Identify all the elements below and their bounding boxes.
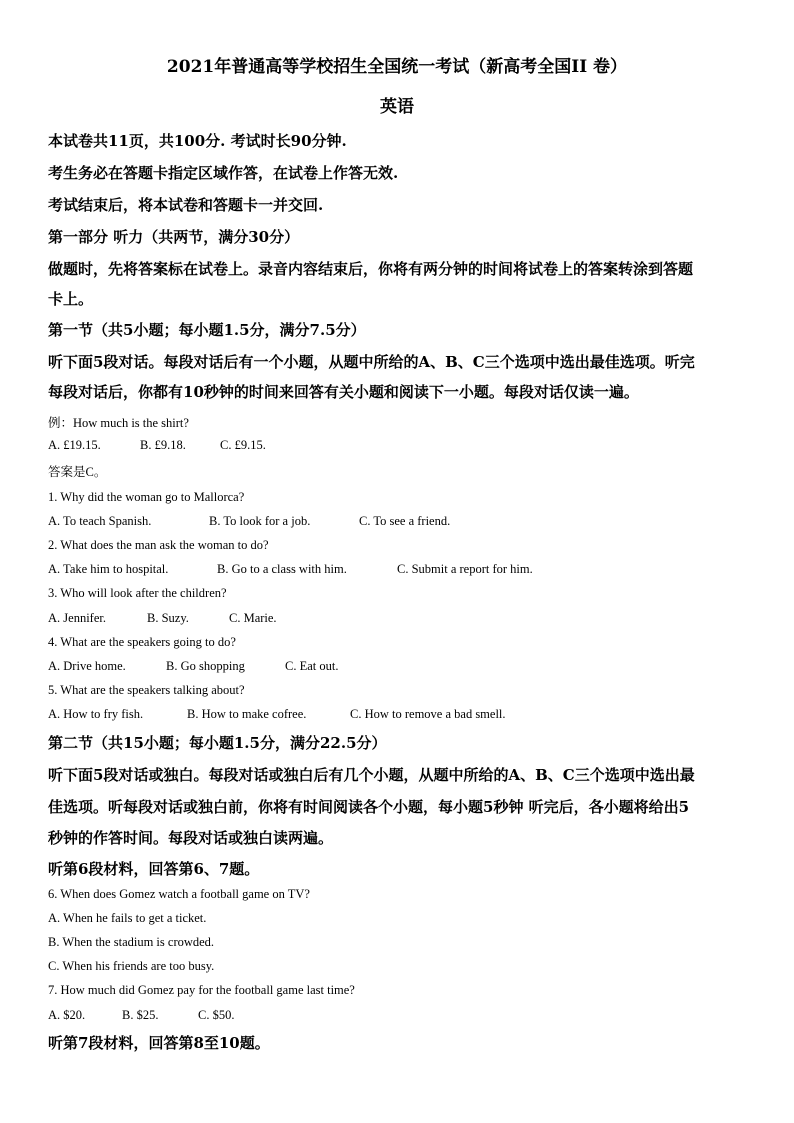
question-1: 1. Why did the woman go to Mallorca?: [48, 490, 245, 504]
q6-option-a: A. When he fails to get a ticket.: [48, 911, 207, 925]
q3-option-c: C. Marie.: [229, 611, 277, 625]
q6-option-b: B. When the stadium is crowded.: [48, 935, 215, 949]
q5-option-b: B. How to make cofree.: [187, 707, 307, 721]
question-2: 2. What does the man ask the woman to do?: [48, 538, 269, 552]
q1-option-c: C. To see a friend.: [359, 514, 451, 528]
example-option-a: A. £19.15.: [48, 438, 101, 452]
section2-heading: 第二节（共15小题；每小题1.5分，满分22.5分）: [48, 734, 387, 752]
question-7: 7. How much did Gomez pay for the football game last time?: [48, 983, 355, 997]
question-1-options: [48, 514, 748, 532]
question-2-options: [48, 562, 748, 580]
subject-title: 英语: [380, 97, 414, 117]
part1-intro-line2: 卡上。: [48, 290, 94, 308]
section1-intro-line1: 听下面5段对话。每段对话后有一个小题，从题中所给的A、B、C三个选项中选出最佳选项。听完: [48, 353, 695, 371]
instruction-1: 本试卷共11页，共100分. 考试时长90分钟.: [48, 132, 347, 150]
q2-option-c: C. Submit a report for him.: [397, 562, 533, 576]
q7-option-c: C. $50.: [198, 1008, 235, 1022]
example-options: [48, 438, 748, 456]
q5-option-a: A. How to fry fish.: [48, 707, 144, 721]
question-5-options: [48, 707, 748, 725]
instruction-3: 考试结束后，将本试卷和答题卡一并交回.: [48, 196, 324, 214]
question-4-options: [48, 659, 748, 677]
q3-option-a: A. Jennifer.: [48, 611, 106, 625]
example-question: 例：How much is the shirt?: [48, 416, 189, 430]
exam-title: 2021年普通高等学校招生全国统一考试（新高考全国II 卷）: [166, 57, 628, 77]
q3-option-b: B. Suzy.: [147, 611, 189, 625]
q2-option-a: A. Take him to hospital.: [48, 562, 169, 576]
question-5: 5. What are the speakers talking about?: [48, 683, 245, 697]
question-3: 3. Who will look after the children?: [48, 586, 227, 600]
example-answer: 答案是C。: [48, 465, 107, 479]
material-7-heading: 听第7段材料，回答第8至10题。: [48, 1034, 270, 1052]
part1-intro-line1: 做题时，先将答案标在试卷上。录音内容结束后，你将有两分钟的时间将试卷上的答案转涂到答题: [48, 260, 694, 278]
section1-intro-line2: 每段对话后，你都有10秒钟的时间来回答有关小题和阅读下一小题。每段对话仅读一遍。: [48, 383, 639, 401]
q4-option-b: B. Go shopping: [166, 659, 245, 673]
section1-heading: 第一节（共5小题；每小题1.5分，满分7.5分）: [48, 321, 366, 339]
q1-option-b: B. To look for a job.: [209, 514, 311, 528]
q1-option-a: A. To teach Spanish.: [48, 514, 152, 528]
q6-option-c: C. When his friends are too busy.: [48, 959, 215, 973]
part1-heading: 第一部分 听力（共两节，满分30分）: [48, 228, 300, 246]
q7-option-a: A. $20.: [48, 1008, 86, 1022]
instruction-2: 考生务必在答题卡指定区域作答，在试卷上作答无效.: [48, 164, 399, 182]
example-option-b: B. £9.18.: [140, 438, 186, 452]
section2-intro-line3: 秒钟的作答时间。每段对话或独白读两遍。: [48, 829, 334, 847]
material-6-heading: 听第6段材料，回答第6、7题。: [48, 860, 260, 878]
q4-option-c: C. Eat out.: [285, 659, 339, 673]
question-6: 6. When does Gomez watch a football game on TV?: [48, 887, 310, 901]
example-option-c: C. £9.15.: [220, 438, 266, 452]
question-3-options: [48, 611, 748, 629]
q2-option-b: B. Go to a class with him.: [217, 562, 347, 576]
q4-option-a: A. Drive home.: [48, 659, 126, 673]
question-4: 4. What are the speakers going to do?: [48, 635, 236, 649]
section2-intro-line2: 佳选项。听每段对话或独白前，你将有时间阅读各个小题，每小题5秒钟 听完后，各小题将给出5: [48, 798, 690, 816]
q7-option-b: B. $25.: [122, 1008, 159, 1022]
q5-option-c: C. How to remove a bad smell.: [350, 707, 506, 721]
section2-intro-line1: 听下面5段对话或独白。每段对话或独白后有几个小题，从题中所给的A、B、C三个选项中选出最: [48, 766, 695, 784]
question-7-options: [48, 1008, 748, 1026]
